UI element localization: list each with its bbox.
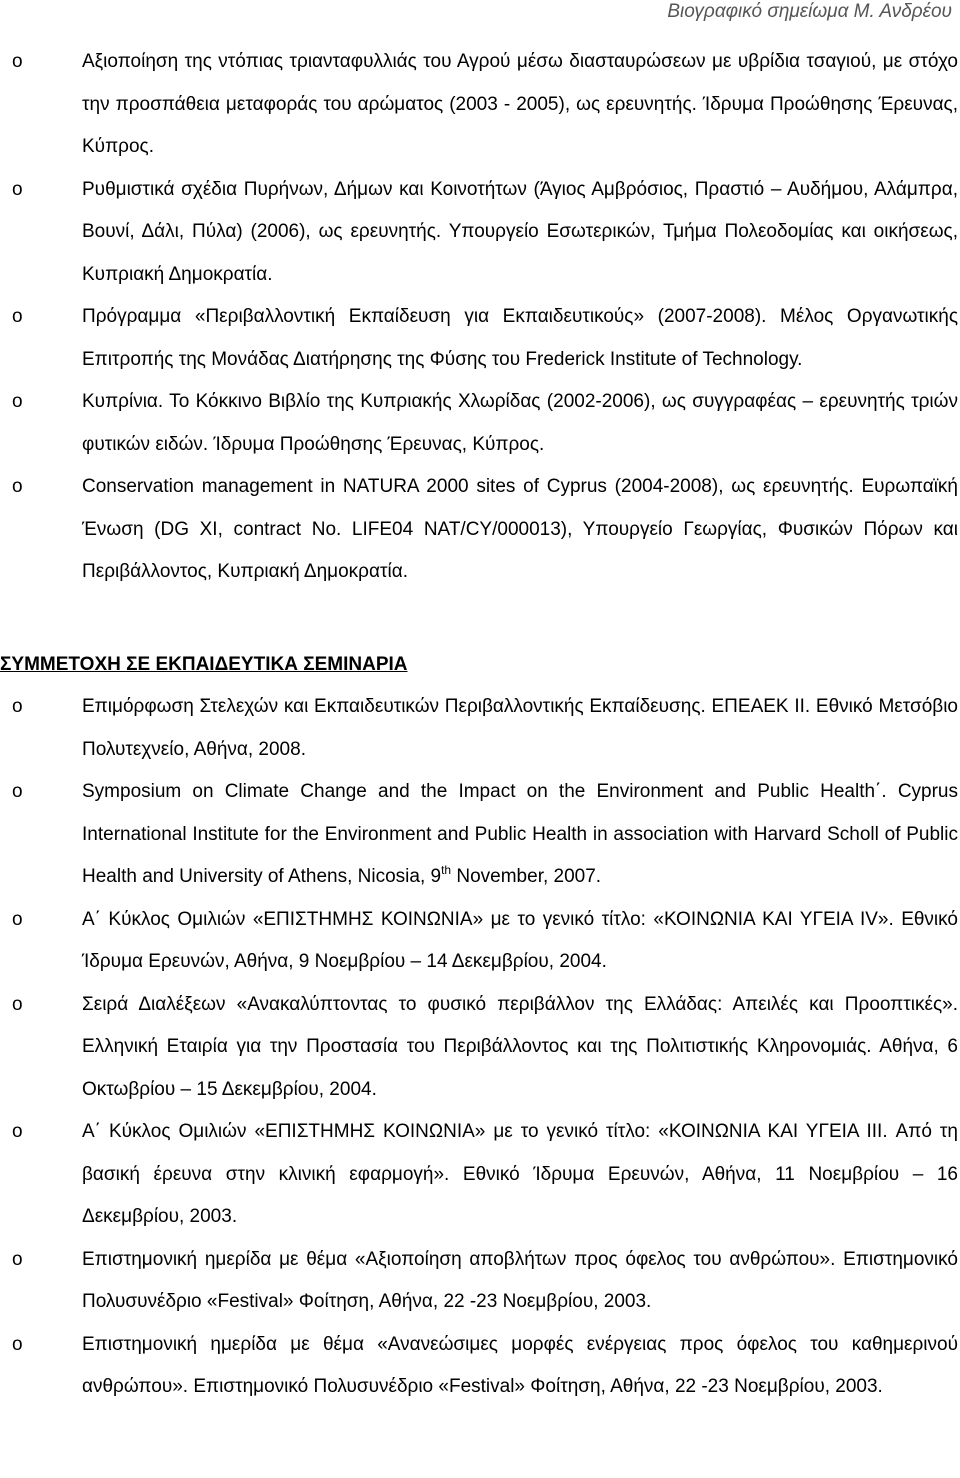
bullet-icon: o	[12, 908, 23, 930]
document-body	[0, 41, 958, 1409]
list-item	[0, 771, 958, 899]
list-item-text: Πρόγραμμα «Περιβαλλοντική Εκπαίδευση για Εκπαιδευτικούς» (2007-2008). Μέλος Οργανωτικής Επιτροπής της Μονάδας Διατήρησης της Φύσης του Frederick Institute of Technology.	[82, 306, 958, 370]
ordinal-suffix: th	[441, 863, 452, 877]
bullet-icon: o	[12, 781, 23, 802]
list-item	[0, 381, 958, 466]
running-header: Βιογραφικό σημείωμα Μ. Ανδρέου	[667, 1, 952, 22]
bullet-icon: o	[12, 476, 23, 497]
list-item-text: Σειρά Διαλέξεων «Ανακαλύπτοντας το φυσικό περιβάλλον της Ελλάδας: Απειλές και Προοπτικές». Ελληνική Εταιρία για την Προστασία του Περιβάλλοντος και της Πολιτιστικής Κληρονομιάς. Αθήνα, 6 Οκτωβρίου – 15 Δεκεμβρίου, 2004.	[82, 993, 958, 1100]
list-item-text	[82, 781, 958, 887]
projects-list	[0, 41, 958, 594]
list-item	[0, 169, 958, 297]
list-item	[0, 984, 958, 1112]
bullet-icon: o	[12, 306, 23, 327]
list-item-text: Επιμόρφωση Στελεχών και Εκπαιδευτικών Περιβαλλοντικής Εκπαίδευσης. ΕΠΕΑΕΚ ΙΙ. Εθνικό Μετσόβιο Πολυτεχνείο, Αθήνα, 2008.	[82, 696, 958, 760]
list-item	[0, 1324, 958, 1409]
list-item	[0, 1111, 958, 1239]
list-item-text: Αξιοποίηση της ντόπιας τριανταφυλλιάς του Αγρού μέσω διασταυρώσεων με υβρίδια τσαγιού, με στόχο την προσπάθεια μεταφοράς του αρώματος (2003 - 2005), ως ερευνητής. Ίδρυμα Προώθησης Έρευνας, Κύπρος.	[82, 51, 958, 157]
bullet-icon: o	[12, 993, 23, 1015]
seminars-list	[0, 686, 958, 1409]
bullet-icon: o	[12, 391, 23, 412]
list-item-text: Α΄ Κύκλος Ομιλιών «ΕΠΙΣΤΗΜΗΣ ΚΟΙΝΩΝΙΑ» με το γενικό τίτλο: «ΚΟΙΝΩΝΙΑ ΚΑΙ ΥΓΕΙΑ IV». Εθνικό Ίδρυμα Ερευνών, Αθήνα, 9 Νοεμβρίου – 14 Δεκεμβρίου, 2004.	[82, 908, 958, 972]
list-item	[0, 296, 958, 381]
list-item	[0, 899, 958, 984]
section-title-seminars: ΣΥΜΜΕΤΟΧΗ ΣΕ ΕΚΠΑΙΔΕΥΤΙΚΑ ΣΕΜΙΝΑΡΙΑ	[0, 653, 408, 675]
list-item-text: Ρυθμιστικά σχέδια Πυρήνων, Δήμων και Κοινοτήτων (Άγιος Αμβρόσιος, Πραστιό – Αυδήμου, Αλάμπρα, Βουνί, Δάλι, Πύλα) (2006), ως ερευνητής. Υπουργείο Εσωτερικών, Τμήμα Πολεοδομίας και οικήσεως, Κυπριακή Δημοκρατία.	[82, 178, 958, 285]
list-item-text: Επιστημονική ημερίδα με θέμα «Αξιοποίηση αποβλήτων προς όφελος του ανθρώπου». Επιστημονικό Πολυσυνέδριο «Festival» Φοίτηση, Αθήνα, 22 -23 Νοεμβρίου, 2003.	[82, 1248, 958, 1312]
bullet-icon: o	[12, 696, 23, 717]
list-item-text: Επιστημονική ημερίδα με θέμα «Ανανεώσιμες μορφές ενέργειας προς όφελος του καθημερινού ανθρώπου». Επιστημονικό Πολυσυνέδριο «Festival» Φοίτηση, Αθήνα, 22 -23 Νοεμβρίου, 2003.	[82, 1333, 958, 1397]
list-item-text: Α΄ Κύκλος Ομιλιών «ΕΠΙΣΤΗΜΗΣ ΚΟΙΝΩΝΙΑ» με το γενικό τίτλο: «ΚΟΙΝΩΝΙΑ ΚΑΙ ΥΓΕΙΑ III. Από τη βασική έρευνα στην κλινική εφαρμογή». Εθνικό Ίδρυμα Ερευνών, Αθήνα, 11 Νοεμβρίου – 16 Δεκεμβρίου, 2003.	[82, 1121, 958, 1227]
symposium-text: Symposium on Climate Change and the Impact on the Environment and Public Health΄. Cyprus International Institute for the Environment and Public Health in association with Harvard Scholl of Public Health and University of Athens, Nicosia, 9	[82, 781, 958, 887]
bullet-icon: o	[12, 178, 23, 200]
symposium-date-text: November, 2007.	[451, 866, 602, 887]
bullet-icon: o	[12, 1333, 23, 1355]
list-item	[0, 41, 958, 169]
list-item	[0, 1239, 958, 1324]
bullet-icon: o	[12, 1248, 23, 1270]
list-item-text: Conservation management in NATURA 2000 sites of Cyprus (2004-2008), ως ερευνητής. Ευρωπαϊκή Ένωση (DG XI, contract No. LIFE04 NAT/CY/000013), Υπουργείο Γεωργίας, Φυσικών Πόρων και Περιβάλλοντος, Κυπριακή Δημοκρατία.	[82, 476, 958, 582]
list-item-text: Κυπρίνια. Το Κόκκινο Βιβλίο της Κυπριακής Χλωρίδας (2002-2006), ως συγγραφέας – ερευνητής τριών φυτικών ειδών. Ίδρυμα Προώθησης Έρευνας, Κύπρος.	[82, 391, 958, 455]
bullet-icon: o	[12, 51, 23, 72]
list-item	[0, 686, 958, 771]
bullet-icon: o	[12, 1121, 23, 1142]
list-item	[0, 466, 958, 594]
